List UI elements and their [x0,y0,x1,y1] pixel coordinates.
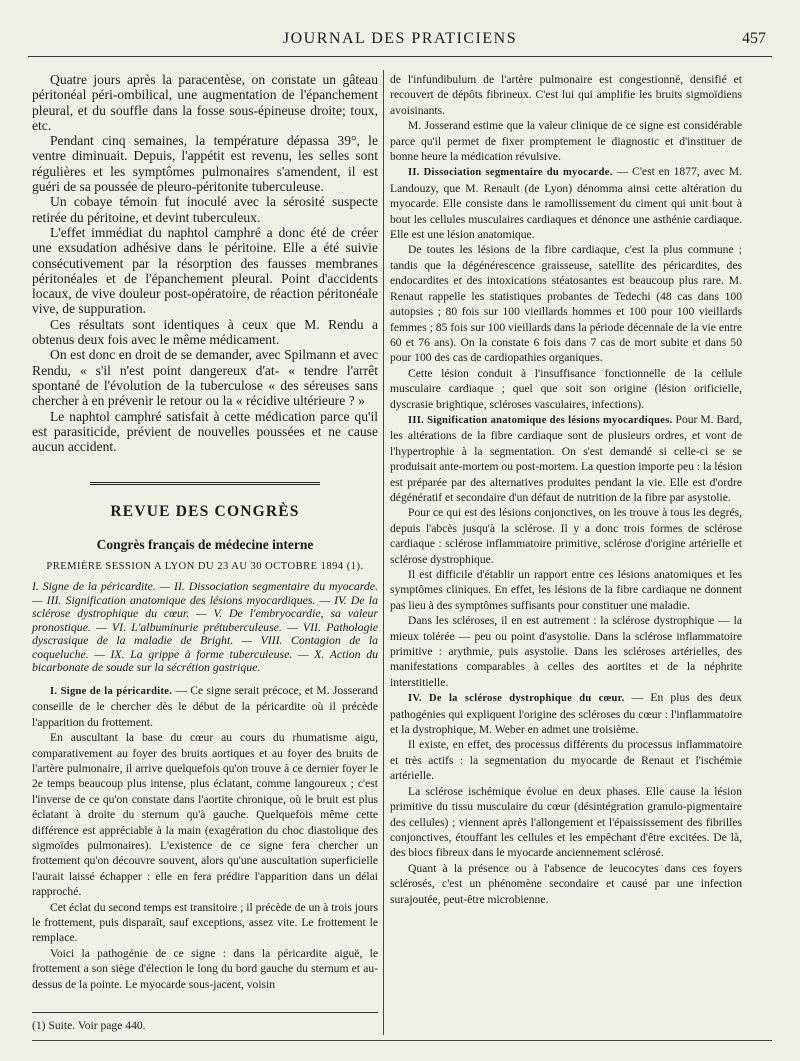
paragraph: De toutes les lésions de la fibre cardiaque, c'est la plus commune ; tandis que la dégénérescence graisseuse, satellite des péricardites, des endocardites et des intoxications stéatosantes est beaucoup plus rare. M. Renaut rappelle les statistiques probantes de Tedechi (48 cas dans 100 autopsies ; 80 fois sur 100 vieillards hommes et 100 pour 100 vieillards femmes ; 85 fois sur 100 vieillards dans la période décennale de la vie entre 60 et 76 ans). On la constate 6 fois dans 7 cas de mort subite et dans 50 pour 100 des cas de cardiopathies organiques. [390,243,742,365]
paragraph: Quatre jours après la paracentèse, on constate un gâteau péritonéal péri-ombilical, une augmentation de l'épanchement pleural, et du souffle dans la fosse sous-épineuse droite; toux, etc. [32,72,378,133]
footnote: (1) Suite. Voir page 440. [32,1012,378,1032]
section-text: — En plus des deux pathogénies qui expliquent l'origine des scléroses du cœur : l'inflammatoire et la dystrophique, M. Weber en admet une troisième. [390,691,742,737]
paragraph: Pendant cinq semaines, la température dépassa 39°, le ventre diminuait. Depuis, l'appétit est revenu, les selles sont régulières et les symptômes pulmonaires s'amendent, il est guéri de sa poussée de pleuro-péritonite tuberculeuse. [32,133,378,195]
page-header [28,24,772,57]
page-number: 457 [742,30,766,47]
right-column [390,72,742,907]
column-divider [383,70,384,1035]
congress-title: Congrès français de médecine interne [96,537,314,553]
section-text: Pour M. Bard, les altérations de la fibre cardiaque sont de plusieurs ordres, et vont de l'hypertrophie à la segmentation. On s'est demandé si celle-ci se se produisait ante-mortem ou post-mortem. La question importe peu : la lésion est préparée par des alternatives produites pendant la vie. Elle est d'ordre dégénératif et secondaire d'un défaut de nutrition de la fibre par asystolie. [390,412,742,504]
paragraph: Ces résultats sont identiques à ceux que M. Rendu a obtenus deux fois avec le même médicament. [32,316,378,348]
paragraph: Il existe, en effet, des processus différents du processus inflammatoire et très actifs : la segmentation du myocarde de Renaut et l'ischémie artérielle. [390,738,742,783]
section-text: — C'est en 1877, avec M. Landouzy, que M. Renault (de Lyon) dénomma ainsi cette altération du myocarde. Elle consiste dans le ramollissement du ciment qui unit bout à bout les cellules musculaires cardiaques et dénonce une asthénie cardiaque. Elle est une lésion anatomique. [390,165,743,242]
left-top-text [32,72,378,454]
left-bottom-text [32,683,378,992]
paragraph: M. Josserand estime que la valeur clinique de ce signe est considérable parce qu'il permet de fixer promptement le diagnostic et d'instituer de bonne heure la médication révulsive. [390,119,742,164]
summary: I. Signe de la péricardite. — II. Dissociation segmentaire du myocarde. — III. Signification anatomique des lésions myocardiques. — IV. De la sclérose dystrophique du cœur. — V. De l'embryocardie, sa valeur pronostique. — VI. L'albuminurie prétuberculeuse. — VII. Pathologie dyscrasique de la maladie de Bright. — VIII. Contagion de la coqueluche. — IX. La grippe à forme tuberculeuse. — X. Action du bicarbonate de soude sur la sécrétion gastrique. [32,579,378,675]
section-heading: I. Signe de la péricardite. [50,685,173,697]
paragraph: L'effet immédiat du naphtol camphré a donc été de créer une exsudation adhésive dans le péritoine. Elle a été suivie consécutivement par la résorption des fausses membranes péritonéales et de l'épanchement pleural. Point d'accidents locaux, de vive douleur post-opératoire, de réaction péritonéale vive, de suppuration. [32,224,378,317]
paragraph: Le naphtol camphré satisfait à cette médication parce qu'il est parasiticide, prévient de nouvelles poussées et ne cause aucun accident. [32,408,378,455]
journal-title: JOURNAL DES PRATICIENS [282,30,518,47]
paragraph: Un cobaye témoin fut inoculé avec la sérosité suspecte retirée du péritoine, et devint tuberculeux. [32,194,378,225]
section-title: REVUE DES CONGRÈS [90,482,320,521]
quote-paragraph: On est donc en droit de se demander, avec Spilmann et avec Rendu, « s'il n'est point dangereux d'at- « tendre l'arrêt spontané de l'évolution de la tuberculose « des séreuses sans chercher à en prévenir le retour ou la « récidive ultérieure ? » [32,347,378,409]
paragraph: Pour ce qui est des lésions conjonctives, on les trouve à tous les degrés, depuis l'abcès jusqu'à la sclérose. Il y a donc trois formes de sclérose cardiaque : sclérose inflammatoire primitive, sclérose d'origine artérielle et sclérose dystrophique. [390,506,742,566]
paragraph [390,412,742,505]
section-text: — Ce signe serait précoce, et M. Josserand conseille de le chercher dès le début de la péricardite où il précède l'apparition du frottement. [32,683,378,729]
paragraph: Quant à la présence ou à l'absence de leucocytes dans ces foyers sclérosés, c'est un phénomène secondaire et causé par une infection surajoutée, peut-être microbienne. [390,861,742,906]
paragraph: de l'infundibulum de l'artère pulmonaire est congestionné, densifié et recouvert de dépôts fibrineux. C'est lui qui amplifie les bruits sigmoïdiens avoisinants. [390,73,742,117]
paragraph: Dans les scléroses, il en est autrement : la sclérose dystrophique — la mieux tolérée — peu ou point d'asystolie. Dans la sclérose inflammatoire primitive : arythmie, puis asystolie. Dans les scléroses artérielles, des manifestations comparables à celles des aortites et de la néphrite interstitielle. [390,614,742,689]
paragraph [32,683,378,730]
session-line: PREMIÈRE SESSION A LYON DU 23 AU 30 OCTOBRE 1894 (1). [46,561,364,573]
paragraph: Il est difficile d'établir un rapport entre ces lésions anatomiques et les symptômes cliniques. En effet, les lésions de la fibre cardiaque ne donnent pas lieu à des symptômes suffisants pour constituer une maladie. [390,568,742,612]
paragraph: Cette lésion conduit à l'insuffisance fonctionnelle de la cellule musculaire cardiaque ; quel que soit son origine (lésion orificielle, dyscrasie brightique, scléroses vasculaires, infections). [390,366,742,411]
left-column [32,72,378,992]
paragraph: En auscultant la base du cœur au cours du rhumatisme aigu, comparativement au foyer des bruits aortiques et au foyer des bruits de l'artère pulmonaire, il arrive quelquefois qu'on trouve à ce dernier foyer le 2e temps beaucoup plus intense, plus éclatant, comme langoureux ; c'est l'inverse de ce qu'on constate dans l'aortite chronique, où le bruit est plus éclatant à droite du sternum qu'à gauche. Quelquefois même cette différence est appréciable à la main (exagération du choc diastolique des sigmoïdes pulmonaires). L'existence de ce signe fera chercher un frottement qu'on découvre souvent, alors qu'une auscultation superficielle l'aurait laissé échapper : elle en fera prédire l'apparition dans un délai rapproché. [32,731,378,899]
paragraph: Voici la pathogénie de ce signe : dans la péricardite aiguë, le frottement a son siège d'élection le long du bord gauche du sternum et au-dessus de la pointe. Le myocarde sous-jacent, voisin [32,946,378,991]
bottom-rule [32,1040,772,1041]
paragraph [390,690,742,737]
section-heading: IV. De la sclérose dystrophique du cœur. [408,693,625,705]
paragraph: La sclérose ischémique évolue en deux phases. Elle cause la lésion primitive du tissu musculaire du cœur (désintégration granulo-pigmentaire des cellules) ; viennent après l'allongement et l'épaississement des fibrilles conjonctives, étouffant les cellules et les empêchant d'être excitées. De là, des blocs fibreux dans le myocarde anciennement sclérosé. [390,784,742,860]
paragraph: Cet éclat du second temps est transitoire ; il précède de un à trois jours le frottement, puis disparaît, sauf exceptions, assez vite. Le frottement le remplace. [32,900,378,945]
paragraph [390,164,742,242]
section-heading: II. Dissociation segmentaire du myocarde. [408,167,613,179]
section-heading: III. Signification anatomique des lésions myocardiques. [408,414,673,426]
